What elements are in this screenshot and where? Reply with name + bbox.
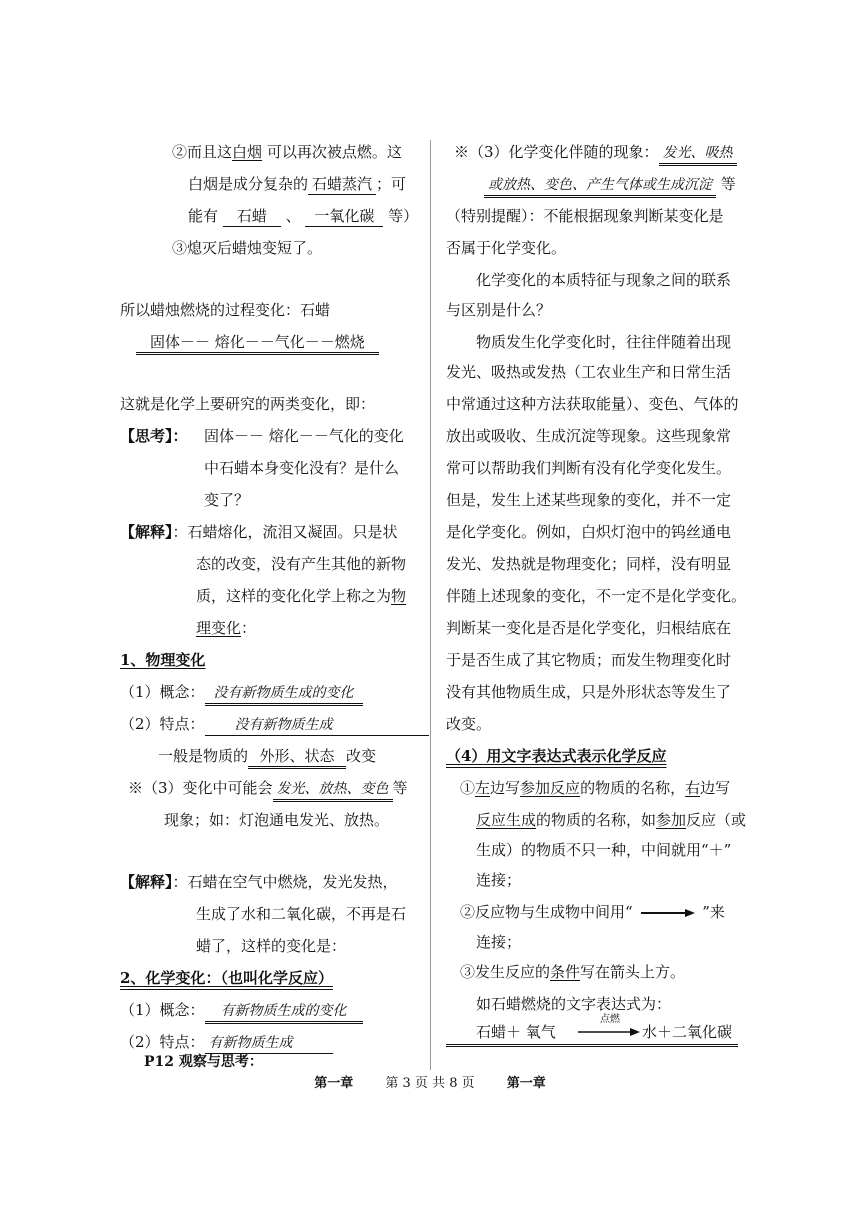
text: ※（3）化学变化伴随的现象： — [454, 143, 659, 161]
think-line-2: 中石蜡本身变化没有？是什么 — [204, 459, 400, 477]
fill-blank: 没有新物质生成的变化 — [205, 683, 363, 706]
text: ： — [241, 619, 257, 637]
text: ③发生反应的 — [460, 963, 551, 981]
text: （1）概念： — [120, 1001, 205, 1019]
fill-blank: 固体－－ 熔化－－气化－－燃烧 — [136, 332, 379, 355]
text: 能有 — [188, 207, 219, 225]
fill-blank: 发光、放热、变色 — [273, 779, 393, 802]
right-line-3: （特别提醒）：不能根据现象判断某变化是 — [446, 207, 724, 225]
text: 改变 — [346, 747, 377, 765]
explain-label: 【解释】 — [120, 523, 173, 541]
fill-blank: 没有新物质生成 — [205, 715, 429, 736]
text: 写在箭头上方。 — [580, 963, 686, 981]
explain2-line-2: 生成了水和二氧化碳，不再是石 — [196, 905, 407, 923]
text: 等 — [392, 779, 408, 797]
rule-line-6: 连接； — [476, 933, 522, 951]
fill-blank: 白烟 — [232, 143, 263, 161]
footer-chapter-right: 第一章 — [506, 1076, 546, 1091]
right-line-11: 常可以帮助我们判断有没有化学变化发生。 — [446, 459, 732, 477]
right-line-6: 与区别是什么？ — [446, 301, 552, 319]
text: ②反应物与生成物中间用“ — [460, 903, 633, 921]
text: ；可 — [376, 175, 407, 193]
fill-blank: 有新物质生成的变化 — [205, 1001, 363, 1024]
right-line-8: 发光、吸热或发热（工农业生产和日常生活 — [446, 363, 732, 381]
right-line-17: 于是否生成了其它物质；而发生物理变化时 — [446, 651, 732, 669]
text: 右 — [685, 779, 701, 797]
p12-heading: P12 观察与思考： — [144, 1054, 263, 1070]
section-title: （4）用文字表达式表示化学反应 — [446, 747, 667, 765]
concept-line-2 — [120, 1000, 363, 1024]
text: ① — [460, 779, 476, 797]
text: ：石蜡熔化，流泪又凝固。只是状 — [172, 523, 398, 541]
text: （2）特点： — [120, 1033, 205, 1051]
products: 水＋二氧化碳 — [642, 1023, 733, 1041]
text: ”来 — [702, 903, 725, 921]
rule-line-1 — [460, 778, 730, 798]
text: 条件 — [550, 963, 581, 981]
text: 边写 — [700, 779, 731, 797]
text: 的物质的名称，如 — [536, 811, 657, 829]
rule-line-3: 生成）的物质不只一种，中间就用“＋” — [476, 841, 732, 859]
think-line-3: 变了？ — [204, 491, 250, 509]
text: 、 — [285, 207, 301, 225]
rule-line-2 — [476, 810, 746, 830]
think-line-1: 固体－－ 熔化－－气化的变化 — [204, 427, 404, 445]
feature-line — [120, 714, 429, 736]
text: 白烟是成分复杂的 — [188, 175, 309, 193]
fill-blank: 有新物质生成 — [205, 1033, 333, 1054]
left-line-3 — [188, 206, 418, 227]
page-footer — [0, 1072, 860, 1091]
fill-blank: 物 — [391, 587, 407, 605]
rule-line-8: 如石蜡燃烧的文字表达式为： — [476, 995, 672, 1013]
reaction-condition: 点燃 — [600, 1014, 620, 1025]
arrow-icon — [578, 1024, 640, 1045]
concept-line — [120, 682, 363, 706]
fill-blank: 发光、吸热 — [659, 143, 737, 166]
rule-line-7 — [460, 962, 685, 982]
text: 反应（或 — [686, 811, 747, 829]
left-line-5: 所以蜡烛燃烧的过程变化：石蜡 — [120, 301, 331, 319]
explain-line-4 — [196, 618, 256, 638]
reactants: 石蜡＋ 氧气 — [476, 1023, 556, 1041]
text: 质，这样的变化化学上称之为 — [196, 587, 392, 605]
text: 反应生成 — [476, 811, 537, 829]
right-line-10: 放出或吸收、生成沉淀等现象。这些现象常 — [446, 427, 732, 445]
fill-blank: 石蜡 — [223, 206, 281, 227]
phenomena-line-2: 现象；如：灯泡通电发光、放热。 — [164, 811, 390, 829]
text: 等） — [388, 207, 419, 225]
text: （2）特点： — [120, 715, 205, 733]
right-line-16: 判断某一变化是否是化学变化，归根结底在 — [446, 619, 732, 637]
feature-line-2 — [158, 746, 376, 769]
text: ②而且这 — [172, 143, 233, 161]
explain-line-3 — [196, 586, 406, 606]
explain2-line-1 — [120, 872, 398, 892]
explain2-line-3: 蜡了，这样的变化是： — [196, 937, 347, 955]
left-line-4: ③熄灭后蜡烛变短了。 — [172, 239, 323, 257]
right-line-9: 中常通过这种方法获取能量）、变色、气体的 — [446, 395, 739, 413]
text: ：石蜡在空气中燃烧，发光发热， — [172, 873, 398, 891]
right-line-15: 伴随上述现象的变化，不一定不是化学变化。 — [446, 587, 747, 605]
text: 参加反应 — [520, 779, 581, 797]
right-line-4: 否属于化学变化。 — [446, 239, 567, 257]
section-title: 2、化学变化：（也叫化学反应） — [120, 969, 333, 987]
explain-line-1 — [120, 522, 398, 542]
left-line-1 — [172, 142, 402, 162]
section-physical-change: 1、物理变化 — [120, 651, 206, 669]
word-equation — [446, 1014, 738, 1047]
right-line-18: 没有其他物质生成，只是外形状态等发生了 — [446, 683, 732, 701]
fill-blank: 石蜡蒸汽 — [308, 174, 376, 195]
rule-line-4: 连接； — [476, 871, 522, 889]
rule-line-5 — [460, 902, 725, 923]
section-chemical-change — [120, 968, 333, 988]
fill-blank: 外形、状态 — [248, 746, 346, 769]
column-divider — [430, 140, 431, 1070]
right-line-2 — [484, 174, 736, 198]
right-line-12: 但是，发生上述某些现象的变化，并不一定 — [446, 491, 732, 509]
right-line-19: 改变。 — [446, 715, 492, 733]
text: 一般是物质的 — [158, 747, 249, 765]
footer-chapter-left: 第一章 — [314, 1076, 354, 1091]
page-number: 第 3 页 共 8 页 — [385, 1076, 475, 1091]
fill-blank: 理变化 — [196, 619, 242, 637]
arrow-icon — [637, 903, 697, 923]
left-line-7: 这就是化学上要研究的两类变化，即： — [120, 395, 376, 413]
text: 边写 — [490, 779, 521, 797]
right-line-13: 是化学变化。例如，白炽灯泡中的钨丝通电 — [446, 523, 732, 541]
text: 可以再次被点燃。这 — [266, 143, 402, 161]
right-line-5: 化学变化的本质特征与现象之间的联系 — [476, 271, 732, 289]
section-word-equation — [446, 746, 666, 766]
left-line-6 — [136, 332, 379, 355]
phenomena-line — [128, 778, 408, 802]
left-line-2 — [188, 174, 406, 195]
right-line-7: 物质发生化学变化时，往往伴随着出现 — [476, 333, 732, 351]
think-label: 【思考】： — [120, 427, 188, 445]
fill-blank: 或放热、变色、产生气体或生成沉淀 — [484, 175, 716, 198]
feature-line-3 — [120, 1032, 333, 1054]
fill-blank: 一氧化碳 — [305, 206, 383, 227]
right-line-14: 发光、发热就是物理变化；同样，没有明显 — [446, 555, 732, 573]
text: 参加 — [656, 811, 687, 829]
explain-label: 【解释】 — [120, 873, 173, 891]
text: ※（3）变化中可能会 — [128, 779, 273, 797]
explain-line-2: 态的改变，没有产生其他的新物 — [196, 555, 407, 573]
text: 左 — [475, 779, 491, 797]
right-line-1 — [454, 142, 737, 166]
text: （1）概念： — [120, 683, 205, 701]
text: 的物质的名称， — [580, 779, 686, 797]
text: 等 — [720, 175, 736, 193]
